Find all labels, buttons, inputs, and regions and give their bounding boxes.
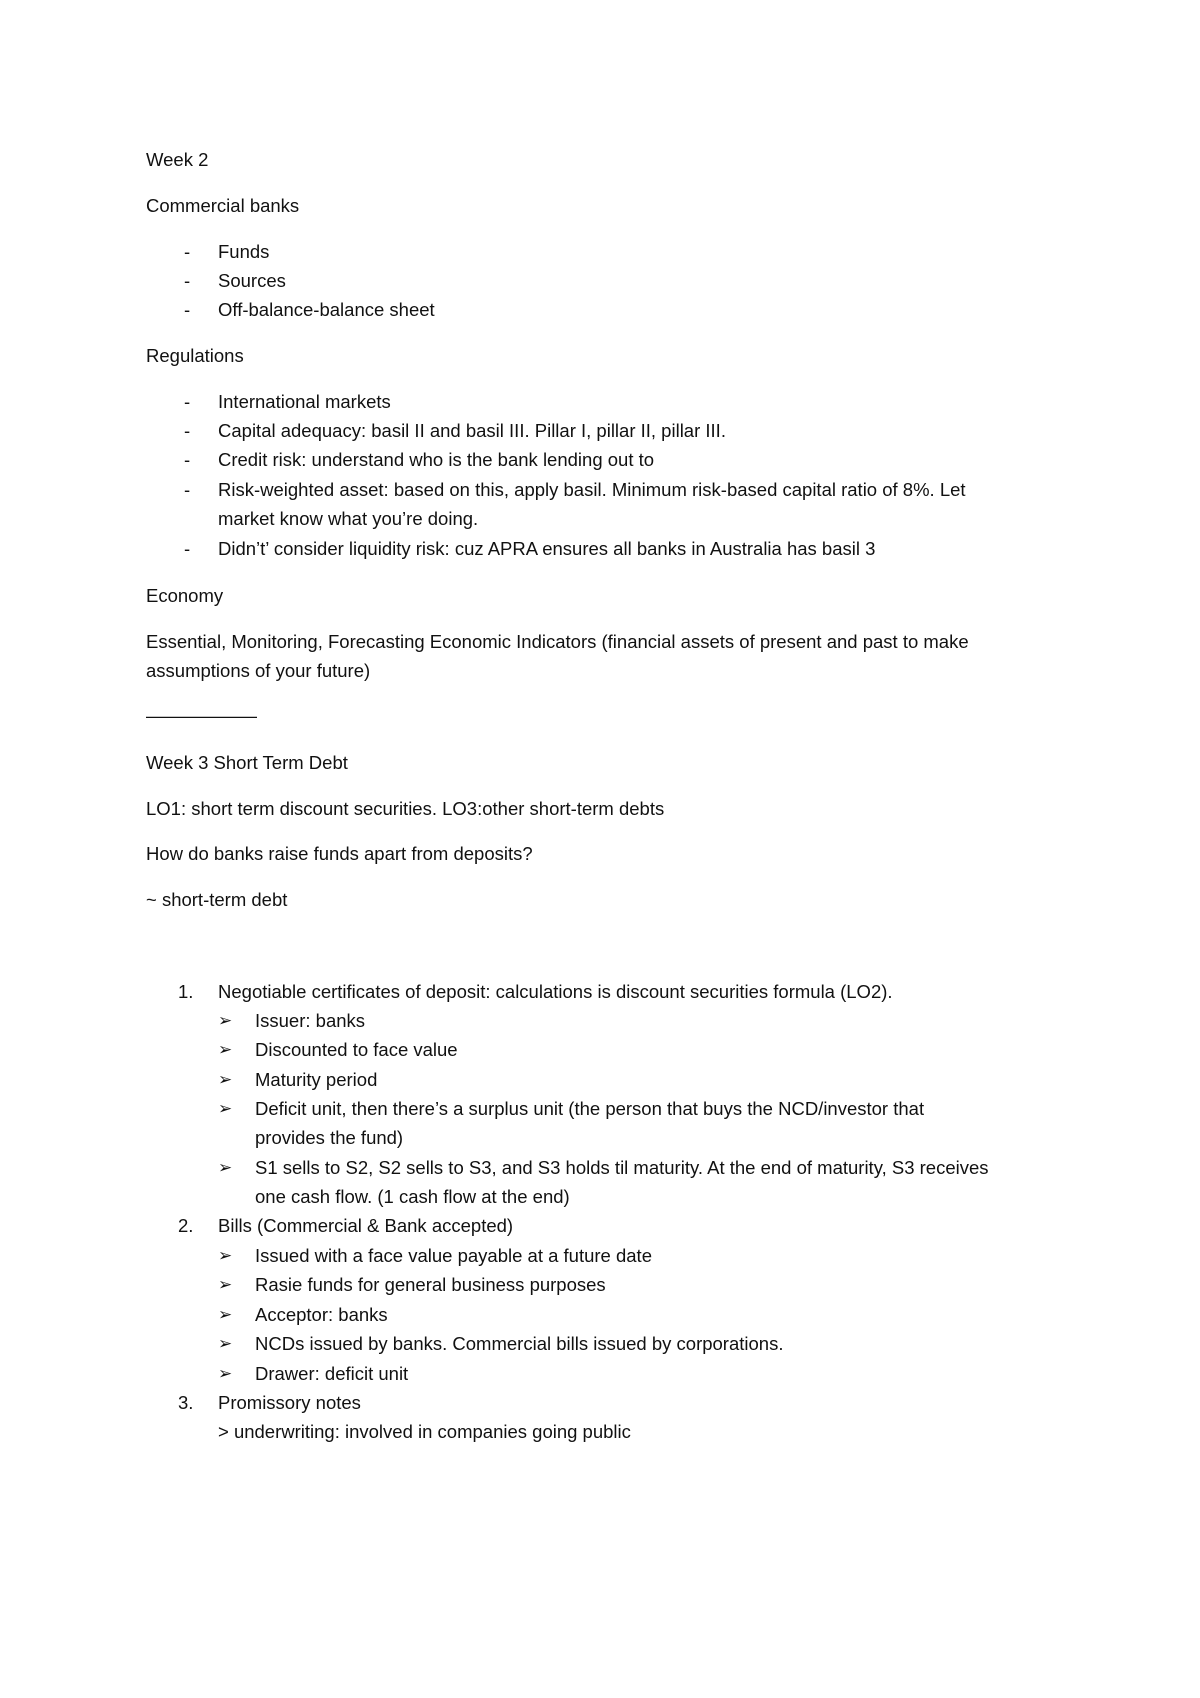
- dash-bullet: -: [184, 420, 191, 441]
- dash-bullet: -: [184, 241, 191, 262]
- commercial-banks-heading: Commercial banks: [146, 195, 300, 216]
- sub-item: Rasie funds for general business purposes: [255, 1274, 606, 1295]
- economy-heading: Economy: [146, 585, 224, 606]
- sub-item: Acceptor: banks: [255, 1304, 388, 1325]
- answer-text: ~ short-term debt: [146, 889, 288, 910]
- dash-bullet: -: [184, 391, 191, 412]
- list-item: Capital adequacy: basil II and basil III. Pillar I, pillar II, pillar III.: [218, 420, 726, 441]
- numbered-item-label: Promissory notes: [218, 1392, 361, 1413]
- arrow-bullet-icon: ➢: [218, 1246, 233, 1265]
- list-item: Sources: [218, 270, 286, 291]
- list-item: Off-balance-balance sheet: [218, 299, 435, 320]
- sub-item-continuation: provides the fund): [255, 1127, 404, 1148]
- economy-paragraph-continuation: assumptions of your future): [146, 660, 371, 681]
- list-number: 1.: [178, 981, 194, 1002]
- sub-item: NCDs issued by banks. Commercial bills issued by corporations.: [255, 1333, 784, 1354]
- dash-bullet: -: [184, 449, 191, 470]
- arrow-bullet-icon: ➢: [218, 1158, 233, 1177]
- sub-item: Drawer: deficit unit: [255, 1363, 409, 1384]
- dash-bullet: -: [184, 270, 191, 291]
- arrow-bullet-icon: ➢: [218, 1364, 233, 1383]
- regulations-heading: Regulations: [146, 345, 244, 366]
- list-item: Funds: [218, 241, 270, 262]
- arrow-bullet-icon: ➢: [218, 1099, 233, 1118]
- question-text: How do banks raise funds apart from deposits?: [146, 843, 533, 864]
- sub-item: S1 sells to S2, S2 sells to S3, and S3 holds til maturity. At the end of maturity, S3 receives: [255, 1157, 989, 1178]
- sub-item-continuation: one cash flow. (1 cash flow at the end): [255, 1186, 570, 1207]
- list-number: 2.: [178, 1215, 194, 1236]
- sub-item: Maturity period: [255, 1069, 378, 1090]
- arrow-bullet-icon: ➢: [218, 1275, 233, 1294]
- arrow-bullet-icon: ➢: [218, 1334, 233, 1353]
- list-item: Risk-weighted asset: based on this, apply basil. Minimum risk-based capital ratio of 8%. Let: [218, 479, 966, 500]
- arrow-bullet-icon: ➢: [218, 1040, 233, 1059]
- sub-item: Issued with a face value payable at a future date: [255, 1245, 652, 1266]
- sub-item: Deficit unit, then there’s a surplus unit (the person that buys the NCD/investor that: [255, 1098, 925, 1119]
- economy-paragraph: Essential, Monitoring, Forecasting Economic Indicators (financial assets of present and past to make: [146, 631, 969, 652]
- sub-item: Issuer: banks: [255, 1010, 366, 1031]
- numbered-item-label: Negotiable certificates of deposit: calculations is discount securities formula (LO2).: [218, 981, 893, 1002]
- dash-bullet: -: [184, 299, 191, 320]
- learning-outcomes: LO1: short term discount securities. LO3:other short-term debts: [146, 798, 665, 819]
- arrow-bullet-icon: ➢: [218, 1305, 233, 1324]
- week2-title: Week 2: [146, 149, 209, 170]
- dash-bullet: -: [184, 479, 191, 500]
- arrow-bullet-icon: ➢: [218, 1070, 233, 1089]
- numbered-item-label: Bills (Commercial & Bank accepted): [218, 1215, 514, 1236]
- numbered-item-continuation: > underwriting: involved in companies going public: [218, 1421, 631, 1442]
- list-item: Credit risk: understand who is the bank lending out to: [218, 449, 655, 470]
- list-item: International markets: [218, 391, 391, 412]
- arrow-bullet-icon: ➢: [218, 1011, 233, 1030]
- list-number: 3.: [178, 1392, 194, 1413]
- separator-line: ——————: [146, 705, 257, 726]
- week3-title: Week 3 Short Term Debt: [146, 752, 348, 773]
- dash-bullet: -: [184, 538, 191, 559]
- list-item: Didn’t’ consider liquidity risk: cuz APRA ensures all banks in Australia has basil 3: [218, 538, 876, 559]
- sub-item: Discounted to face value: [255, 1039, 458, 1060]
- list-item-continuation: market know what you’re doing.: [218, 508, 479, 529]
